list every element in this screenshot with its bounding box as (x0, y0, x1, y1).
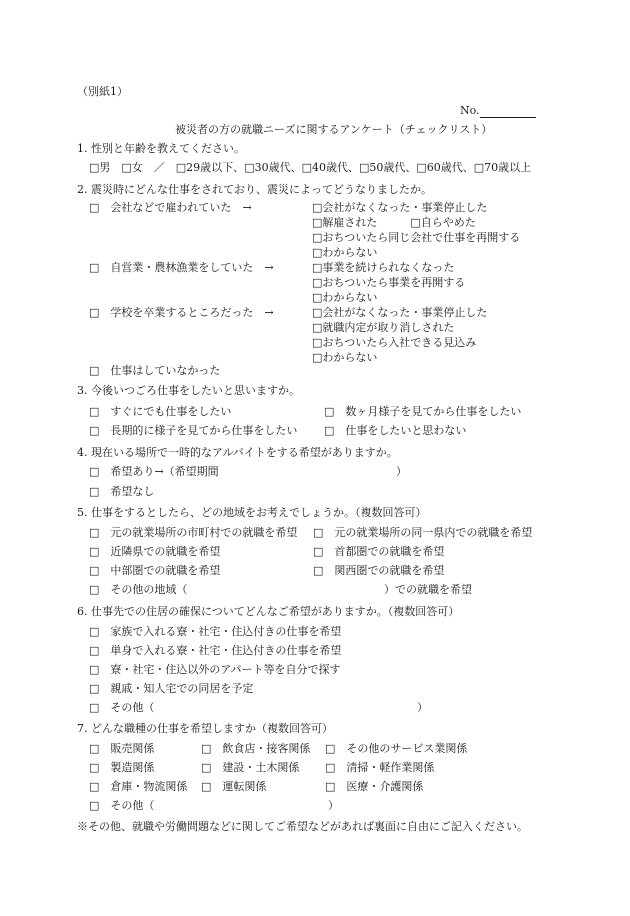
footer-note: ※その他、就職や労働問題などに関してご希望などがあれば裏面に自由にご記入ください。 (77, 820, 528, 833)
q5-option[interactable]: □ 近隣県での就職を希望 (89, 545, 221, 558)
q6-other-close: ） (417, 701, 428, 714)
q2-option-self-employed[interactable]: □ 自営業・農林漁業をしていた → (89, 261, 274, 274)
q7-option-other[interactable]: □ その他（ (89, 799, 155, 812)
q5-option[interactable]: □ 首都圏での就職を希望 (313, 545, 445, 558)
q7-option[interactable]: □ 飲食店・接客関係 (201, 742, 311, 755)
q7-option[interactable]: □ 清掃・軽作業関係 (325, 761, 435, 774)
q2-option-employed[interactable]: □ 会社などで雇われていた → (89, 201, 252, 214)
q4-question: 4. 現在いる場所で一時的なアルバイトをする希望がありますか。 (77, 446, 398, 459)
q2-sub-option[interactable]: □おちついたら事業を再開する (312, 276, 466, 289)
q1-question: 1. 性別と年齢を教えてください。 (77, 142, 245, 155)
q2-question: 2. 震災時にどんな仕事をされており、震災によってどうなりましたか。 (77, 183, 432, 196)
attachment-label: （別紙1） (77, 85, 128, 98)
q2-sub-option[interactable]: □会社がなくなった・事業停止した (312, 306, 488, 319)
q7-option[interactable]: □ その他のサービス業関係 (325, 742, 468, 755)
q7-other-close: ） (328, 799, 339, 812)
q4-option-yes[interactable]: □ 希望あり→（希望期間 (89, 465, 219, 478)
q2-sub-option[interactable]: □就職内定が取り消しされた (312, 321, 455, 334)
q2-option-not-working[interactable]: □ 仕事はしていなかった (89, 364, 221, 377)
q5-option[interactable]: □ 中部圏での就職を希望 (89, 564, 221, 577)
q1-options[interactable]: □男 □女 ／ □29歳以下、□30歳代、□40歳代、□50歳代、□60歳代、□70歳以上 (89, 161, 532, 174)
q6-option[interactable]: □ 単身で入れる寮・社宅・住込付きの仕事を希望 (89, 644, 342, 657)
q5-option[interactable]: □ 元の就業場所の市町村での就職を希望 (89, 526, 298, 539)
q5-option[interactable]: □ 元の就業場所の同一県内での就職を希望 (313, 526, 533, 539)
q2-sub-option[interactable]: □わからない (312, 291, 378, 304)
q3-question: 3. 今後いつごろ仕事をしたいと思いますか。 (77, 384, 300, 397)
q7-option[interactable]: □ 販売関係 (89, 742, 155, 755)
q4-paren-close: ） (396, 465, 407, 478)
q5-question: 5. 仕事をするとしたら、どの地域をお考えでしょうか。（複数回答可） (77, 506, 427, 519)
q3-option[interactable]: □ 仕事をしたいと思わない (324, 424, 467, 437)
q3-option[interactable]: □ 数ヶ月様子を見てから仕事をしたい (324, 405, 522, 418)
q3-option[interactable]: □ すぐにでも仕事をしたい (89, 405, 232, 418)
q7-option[interactable]: □ 製造関係 (89, 761, 155, 774)
q7-option[interactable]: □ 建設・土木関係 (201, 761, 300, 774)
q2-sub-option[interactable]: □おちついたら入社できる見込み (312, 336, 477, 349)
q2-sub-option[interactable]: □わからない (312, 351, 378, 364)
number-blank[interactable] (480, 106, 536, 118)
q7-question: 7. どんな職種の仕事を希望しますか（複数回答可） (77, 722, 333, 735)
q2-sub-option[interactable]: □わからない (312, 246, 378, 259)
q7-option[interactable]: □ 倉庫・物流関係 (89, 780, 188, 793)
number-label: No. (460, 104, 480, 117)
q2-option-graduating[interactable]: □ 学校を卒業するところだった → (89, 306, 274, 319)
page-title: 被災者の方の就職ニーズに関するアンケート（チェックリスト） (175, 123, 493, 136)
q5-option[interactable]: □ 関西圏での就職を希望 (313, 564, 445, 577)
q3-option[interactable]: □ 長期的に様子を見てから仕事をしたい (89, 424, 298, 437)
q6-option[interactable]: □ 寮・社宅・住込以外のアパート等を自分で探す (89, 663, 341, 676)
q6-question: 6. 仕事先での住居の確保についてどんなご希望がありますか。（複数回答可） (77, 605, 460, 618)
q2-sub-option[interactable]: □会社がなくなった・事業停止した (312, 201, 488, 214)
q6-option[interactable]: □ 家族で入れる寮・社宅・住込付きの仕事を希望 (89, 625, 342, 638)
q5-other-close: ）での就職を希望 (384, 583, 472, 596)
q2-sub-option[interactable]: □解雇された □自らやめた (312, 216, 476, 229)
q7-option[interactable]: □ 医療・介護関係 (325, 780, 424, 793)
q2-sub-option[interactable]: □事業を続けられなくなった (312, 261, 455, 274)
q6-option-other[interactable]: □ その他（ (89, 701, 155, 714)
q2-sub-option[interactable]: □おちついたら同じ会社で仕事を再開する (312, 231, 521, 244)
q5-option-other[interactable]: □ その他の地域（ (89, 583, 188, 596)
q4-option-no[interactable]: □ 希望なし (89, 485, 155, 498)
number-field[interactable] (460, 104, 536, 118)
q7-option[interactable]: □ 運転関係 (201, 780, 267, 793)
q6-option[interactable]: □ 親戚・知人宅での同居を予定 (89, 682, 254, 695)
